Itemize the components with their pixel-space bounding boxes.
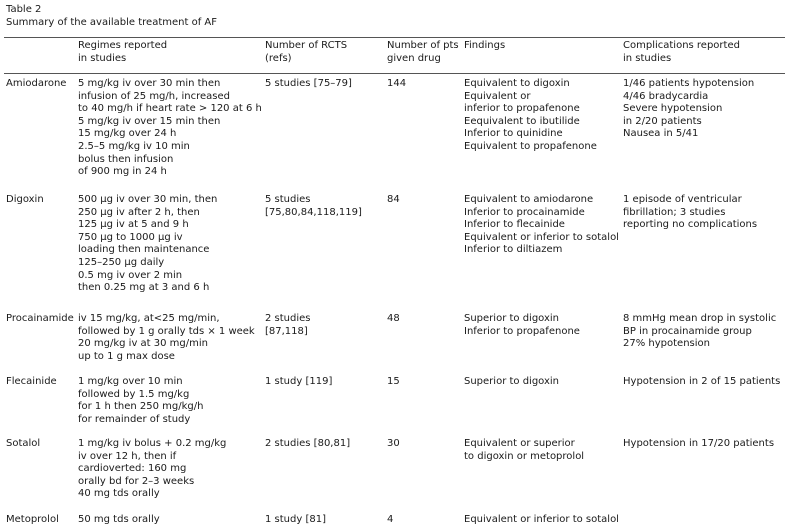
patients-cell: 48: [387, 313, 400, 324]
header-findings: Findings: [464, 40, 506, 51]
regimes-cell: 500 μg iv over 30 min, then 250 μg iv after 2 h, then 125 μg iv at 5 and 9 h 750 μg to 1000 μg iv loading then maintenance 125–250 μg daily 0.5 mg iv over 2 min then 0.25 mg at 3 and 6 h: [78, 194, 218, 294]
findings-cell: Equivalent or inferior to sotalol: [464, 514, 619, 525]
header-rcts: Number of RCTS (refs): [265, 40, 348, 64]
complications-cell: Hypotension in 2 of 15 patients: [623, 376, 781, 387]
table-caption: Summary of the available treatment of AF: [6, 17, 217, 28]
header-patients: Number of pts given drug: [387, 40, 459, 64]
drug-name: Metoprolol: [6, 514, 59, 525]
regimes-cell: 5 mg/kg iv over 30 min then infusion of 25 mg/h, increased to 40 mg/h if heart rate > 120 at 6 h 5 mg/kg iv over 15 min then 15 mg/kg over 24 h 2.5–5 mg/kg iv 10 min bolus then infusion of 900 mg in 24 h: [78, 78, 262, 178]
patients-cell: 144: [387, 78, 407, 89]
regimes-cell: iv 15 mg/kg, at<25 mg/min, followed by 1 g orally tds × 1 week 20 mg/kg iv at 30 mg/min up to 1 g max dose: [78, 313, 255, 362]
drug-name: Digoxin: [6, 194, 44, 205]
patients-cell: 15: [387, 376, 400, 387]
rcts-cell: 1 study [81]: [265, 514, 326, 525]
rcts-cell: 1 study [119]: [265, 376, 333, 387]
header-rule: [4, 73, 785, 74]
header-complications: Complications reported in studies: [623, 40, 740, 64]
drug-name: Procainamide: [6, 313, 74, 324]
findings-cell: Equivalent to amiodarone Inferior to procainamide Inferior to flecainide Equivalent or inferior to sotalol Inferior to diltiazem: [464, 194, 619, 256]
complications-cell: 1/46 patients hypotension 4/46 bradycardia Severe hypotension in 2/20 patients Nausea in 5/41: [623, 78, 755, 140]
header-regimes: Regimes reported in studies: [78, 40, 168, 64]
table-label: Table 2: [6, 4, 42, 15]
complications-cell: 8 mmHg mean drop in systolic BP in procainamide group 27% hypotension: [623, 313, 777, 350]
findings-cell: Equivalent to digoxin Equivalent or inferior to propafenone Eequivalent to ibutilide Inferior to quinidine Equivalent to propafenone: [464, 78, 597, 152]
rcts-cell: 2 studies [80,81]: [265, 438, 351, 449]
findings-cell: Superior to digoxin: [464, 376, 560, 387]
regimes-cell: 1 mg/kg over 10 min followed by 1.5 mg/kg for 1 h then 250 mg/kg/h for remainder of study: [78, 376, 204, 425]
findings-cell: Superior to digoxin Inferior to propafenone: [464, 313, 580, 337]
drug-name: Sotalol: [6, 438, 41, 449]
regimes-cell: 50 mg tds orally: [78, 514, 160, 525]
complications-cell: 1 episode of ventricular fibrillation; 3 studies reporting no complications: [623, 194, 758, 231]
top-rule: [4, 37, 785, 38]
rcts-cell: 5 studies [75,80,84,118,119]: [265, 194, 362, 218]
rcts-cell: 5 studies [75–79]: [265, 78, 352, 89]
rcts-cell: 2 studies [87,118]: [265, 313, 311, 337]
patients-cell: 30: [387, 438, 400, 449]
patients-cell: 84: [387, 194, 400, 205]
findings-cell: Equivalent or superior to digoxin or metoprolol: [464, 438, 585, 462]
complications-cell: Hypotension in 17/20 patients: [623, 438, 775, 449]
drug-name: Flecainide: [6, 376, 57, 387]
regimes-cell: 1 mg/kg iv bolus + 0.2 mg/kg iv over 12 h, then if cardioverted: 160 mg orally bd for 2–3 weeks 40 mg tds orally: [78, 438, 227, 500]
patients-cell: 4: [387, 514, 394, 525]
drug-name: Amiodarone: [6, 78, 67, 89]
